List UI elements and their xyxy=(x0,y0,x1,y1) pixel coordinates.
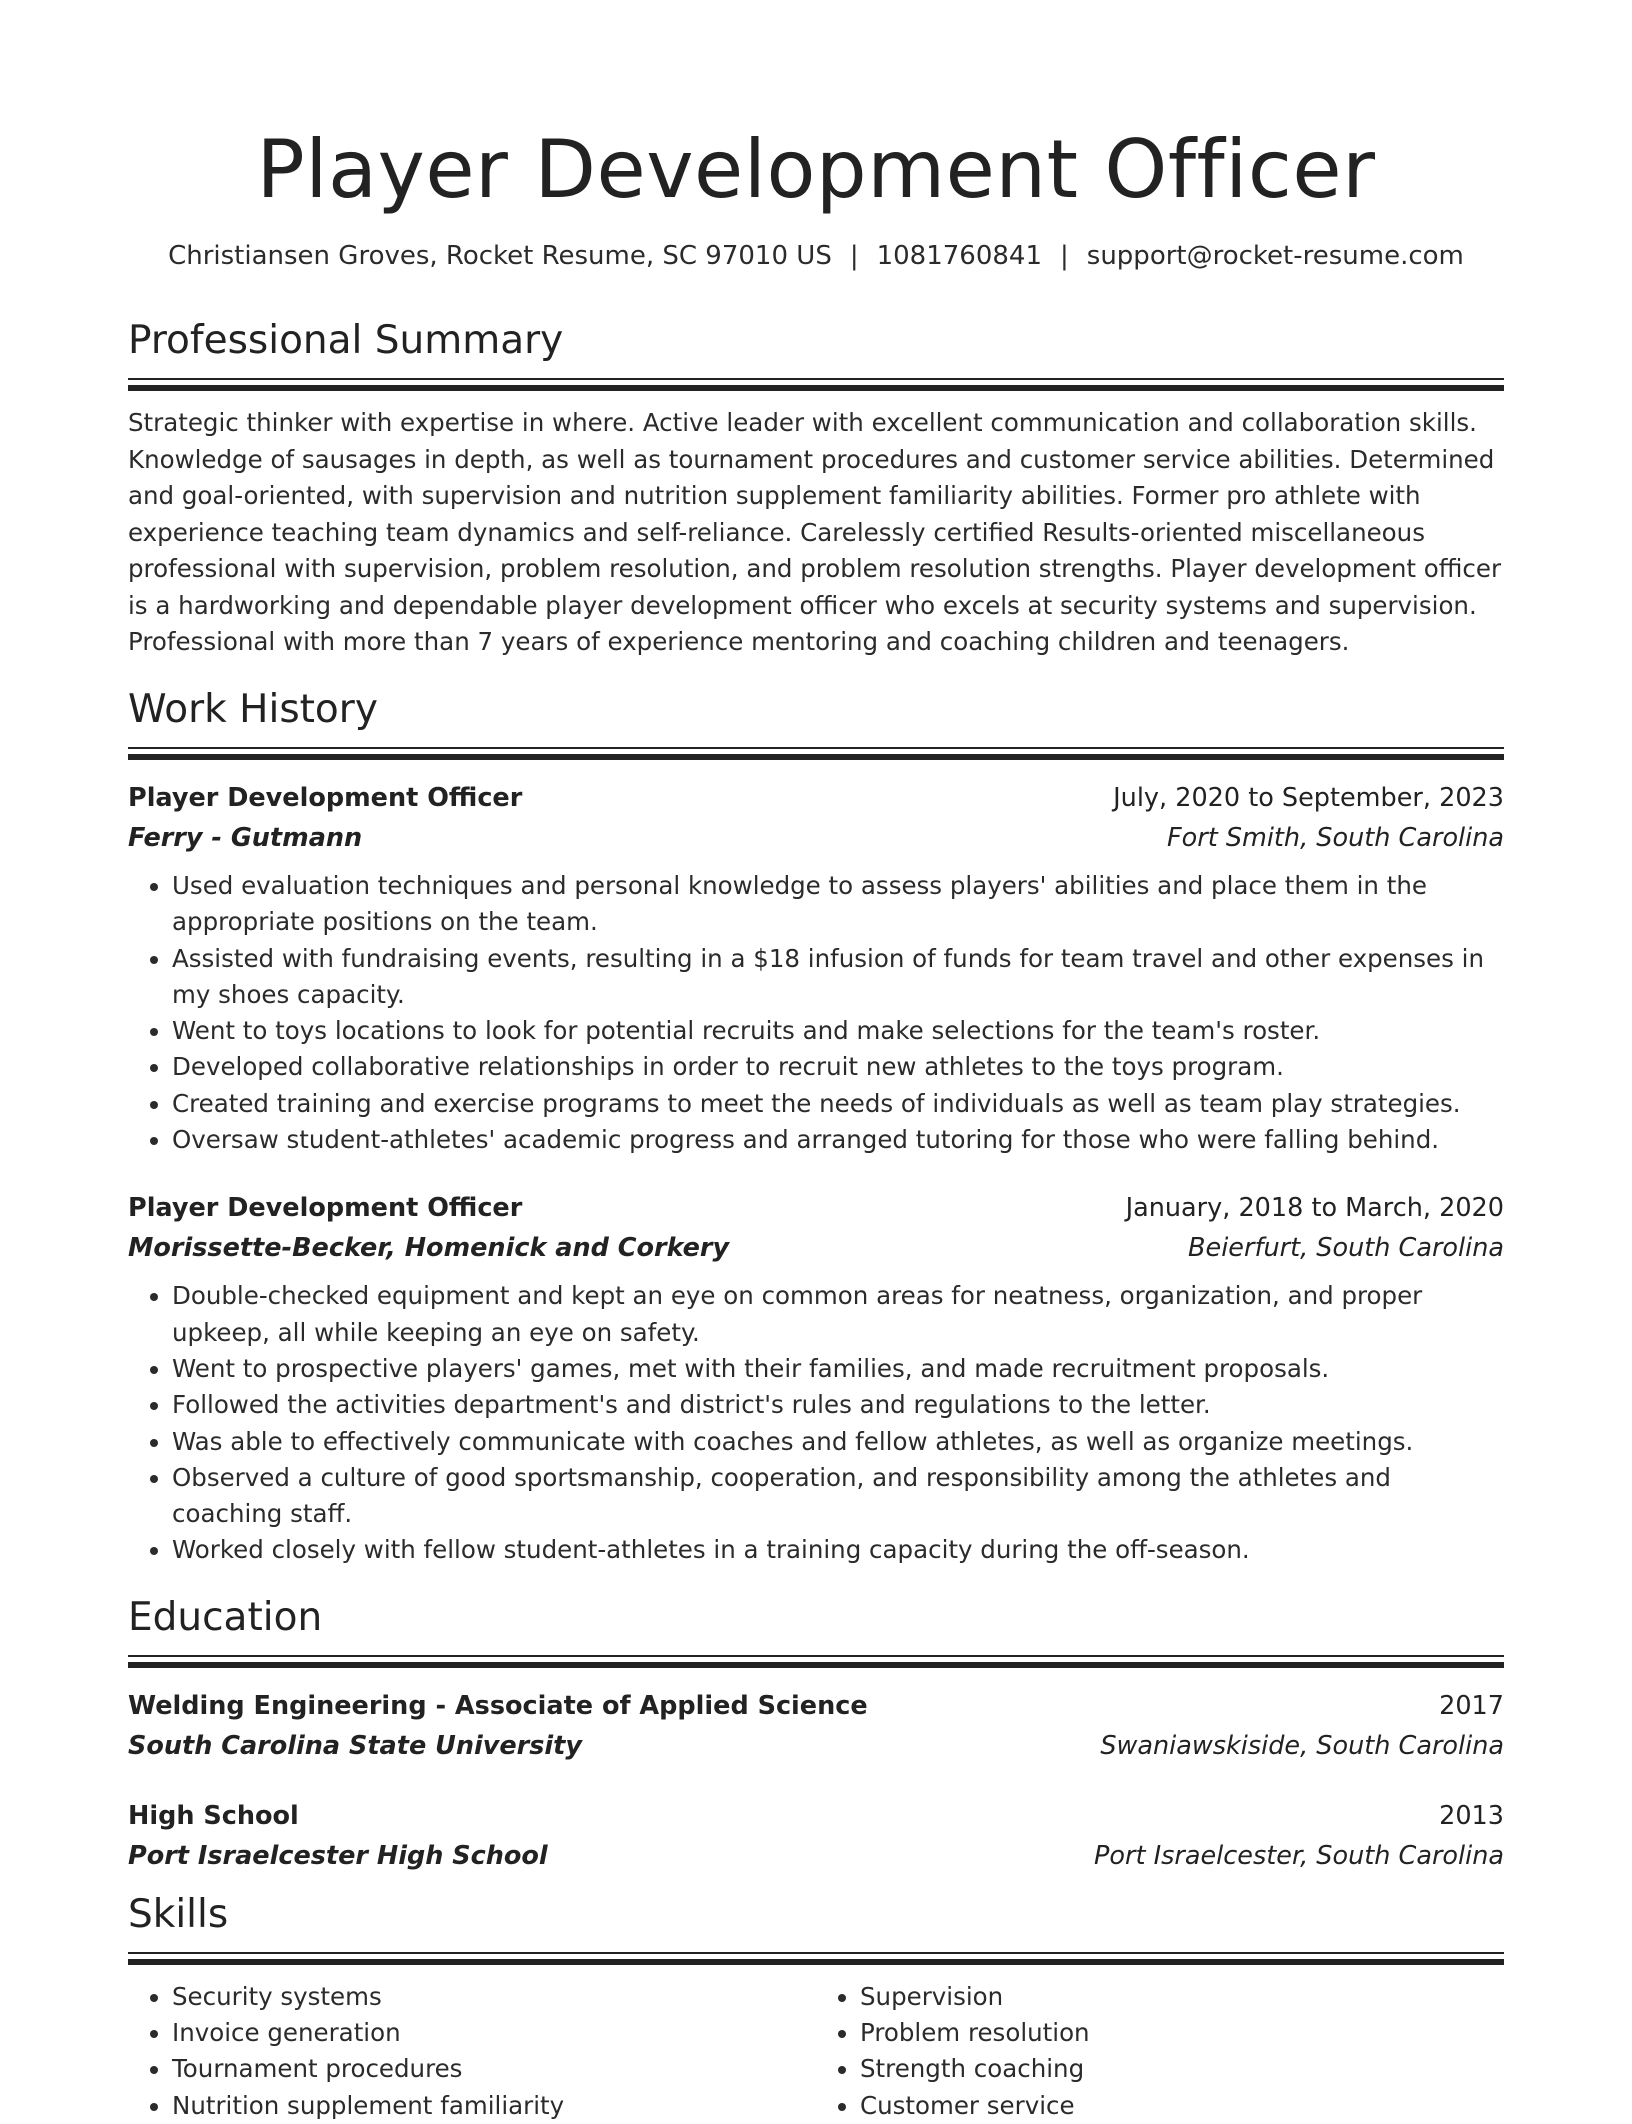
section-title-summary: Professional Summary xyxy=(128,318,564,363)
contact-line xyxy=(128,238,1504,274)
education-year: 2013 xyxy=(1439,1800,1504,1831)
education-section xyxy=(128,1593,1504,1876)
list-item: • Oversaw student-athletes' academic progress and arranged tutoring for those who were falling behind. xyxy=(172,1122,1504,1158)
education-degree: High School xyxy=(128,1800,299,1831)
education-degree: Welding Engineering - Associate of Applied Science xyxy=(128,1690,868,1721)
job-entry xyxy=(128,1188,1504,1568)
skill-item: • Problem resolution xyxy=(860,2015,1504,2051)
job-bullets xyxy=(128,868,1504,1158)
skills-list-right xyxy=(816,1979,1504,2124)
skills-list-left xyxy=(128,1979,816,2124)
summary-section xyxy=(128,316,1504,661)
skill-item: • Security systems xyxy=(172,1979,816,2015)
list-item: • Assisted with fundraising events, resulting in a $18 infusion of funds for team travel and other expenses in my shoes capacity. xyxy=(172,941,1504,1014)
education-header xyxy=(128,1796,1504,1836)
summary-text: Strategic thinker with expertise in where. Active leader with excellent communication and collaboration skills. Knowledge of sausages in depth, as well as tournament procedures and customer service abilities. Determined and goal-oriented, with supervision and nutrition supplement familiarity abilities. Former pro athlete with experience teaching team dynamics and self-reliance. Carelessly certified Results-oriented miscellaneous professional with supervision, problem resolution, and problem resolution strengths. Player development officer is a hardworking and dependable player development officer who excels at security systems and supervision. Professional with more than 7 years of experience mentoring and coaching children and teenagers. xyxy=(128,408,1502,656)
education-school: Port Israelcester High School xyxy=(128,1840,548,1871)
skill-item: • Customer service xyxy=(860,2088,1504,2124)
contact-email: support@rocket-resume.com xyxy=(1086,241,1464,271)
education-subheader xyxy=(128,1836,1504,1876)
skill-item: • Invoice generation xyxy=(172,2015,816,2051)
education-location: Port Israelcester, South Carolina xyxy=(1094,1840,1504,1871)
section-divider xyxy=(128,1655,1504,1668)
job-dates: January, 2018 to March, 2020 xyxy=(1125,1193,1504,1224)
education-school: South Carolina State University xyxy=(128,1730,582,1761)
list-item: • Followed the activities department's and district's rules and regulations to the letter. xyxy=(172,1387,1504,1423)
section-title-skills: Skills xyxy=(128,1891,229,1937)
job-location: Fort Smith, South Carolina xyxy=(1166,823,1504,853)
section-divider xyxy=(128,378,1504,391)
job-location: Beierfurt, South Carolina xyxy=(1188,1233,1504,1264)
education-subheader xyxy=(128,1726,1504,1766)
skill-item: • Strength coaching xyxy=(860,2051,1504,2087)
list-item: • Went to toys locations to look for potential recruits and make selections for the team's roster. xyxy=(172,1013,1504,1049)
job-header xyxy=(128,1188,1504,1228)
job-company: Ferry - Gutmann xyxy=(128,823,363,853)
job-header xyxy=(128,778,1504,818)
job-company: Morissette-Becker, Homenick and Corkery xyxy=(128,1233,730,1264)
job-subheader xyxy=(128,1228,1504,1268)
education-header xyxy=(128,1686,1504,1726)
contact-phone: 1081760841 xyxy=(876,241,1043,271)
resume-name: Player Development Officer xyxy=(256,123,1376,216)
education-year: 2017 xyxy=(1439,1690,1504,1721)
education-entry xyxy=(128,1796,1504,1876)
contact-separator: | xyxy=(849,241,859,271)
job-title: Player Development Officer xyxy=(128,783,523,813)
list-item: • Developed collaborative relationships in order to recruit new athletes to the toys program. xyxy=(172,1049,1504,1085)
list-item: • Was able to effectively communicate with coaches and fellow athletes, as well as organize meetings. xyxy=(172,1424,1504,1460)
list-item: • Created training and exercise programs to meet the needs of individuals as well as team play strategies. xyxy=(172,1086,1504,1122)
skill-item: • Tournament procedures xyxy=(172,2051,816,2087)
list-item: • Went to prospective players' games, met with their families, and made recruitment proposals. xyxy=(172,1351,1504,1387)
section-divider xyxy=(128,747,1504,760)
list-item: • Worked closely with fellow student-athletes in a training capacity during the off-season. xyxy=(172,1532,1504,1568)
skills-section xyxy=(128,1890,1504,2124)
list-item: • Used evaluation techniques and personal knowledge to assess players' abilities and place them in the appropriate positions on the team. xyxy=(172,868,1504,941)
education-entry xyxy=(128,1686,1504,1766)
list-item: • Observed a culture of good sportsmanship, cooperation, and responsibility among the athletes and coaching staff. xyxy=(172,1460,1504,1533)
skill-item: • Supervision xyxy=(860,1979,1504,2015)
education-location: Swaniawskiside, South Carolina xyxy=(1100,1730,1504,1761)
section-title-education: Education xyxy=(128,1594,323,1640)
contact-separator: | xyxy=(1060,241,1069,271)
contact-address: Christiansen Groves, Rocket Resume, SC 97010 US xyxy=(168,241,832,271)
job-subheader xyxy=(128,818,1504,858)
work-history-section xyxy=(128,685,1504,1569)
job-bullets xyxy=(128,1278,1504,1568)
job-entry xyxy=(128,778,1504,1158)
skill-item: • Nutrition supplement familiarity xyxy=(172,2088,816,2124)
job-dates: July, 2020 to September, 2023 xyxy=(1113,783,1504,813)
list-item: • Double-checked equipment and kept an eye on common areas for neatness, organization, and proper upkeep, all while keeping an eye on safety. xyxy=(172,1278,1504,1351)
section-divider xyxy=(128,1952,1504,1965)
section-title-work: Work History xyxy=(128,687,378,732)
skills-columns xyxy=(128,1979,1504,2124)
job-title: Player Development Officer xyxy=(128,1193,523,1224)
